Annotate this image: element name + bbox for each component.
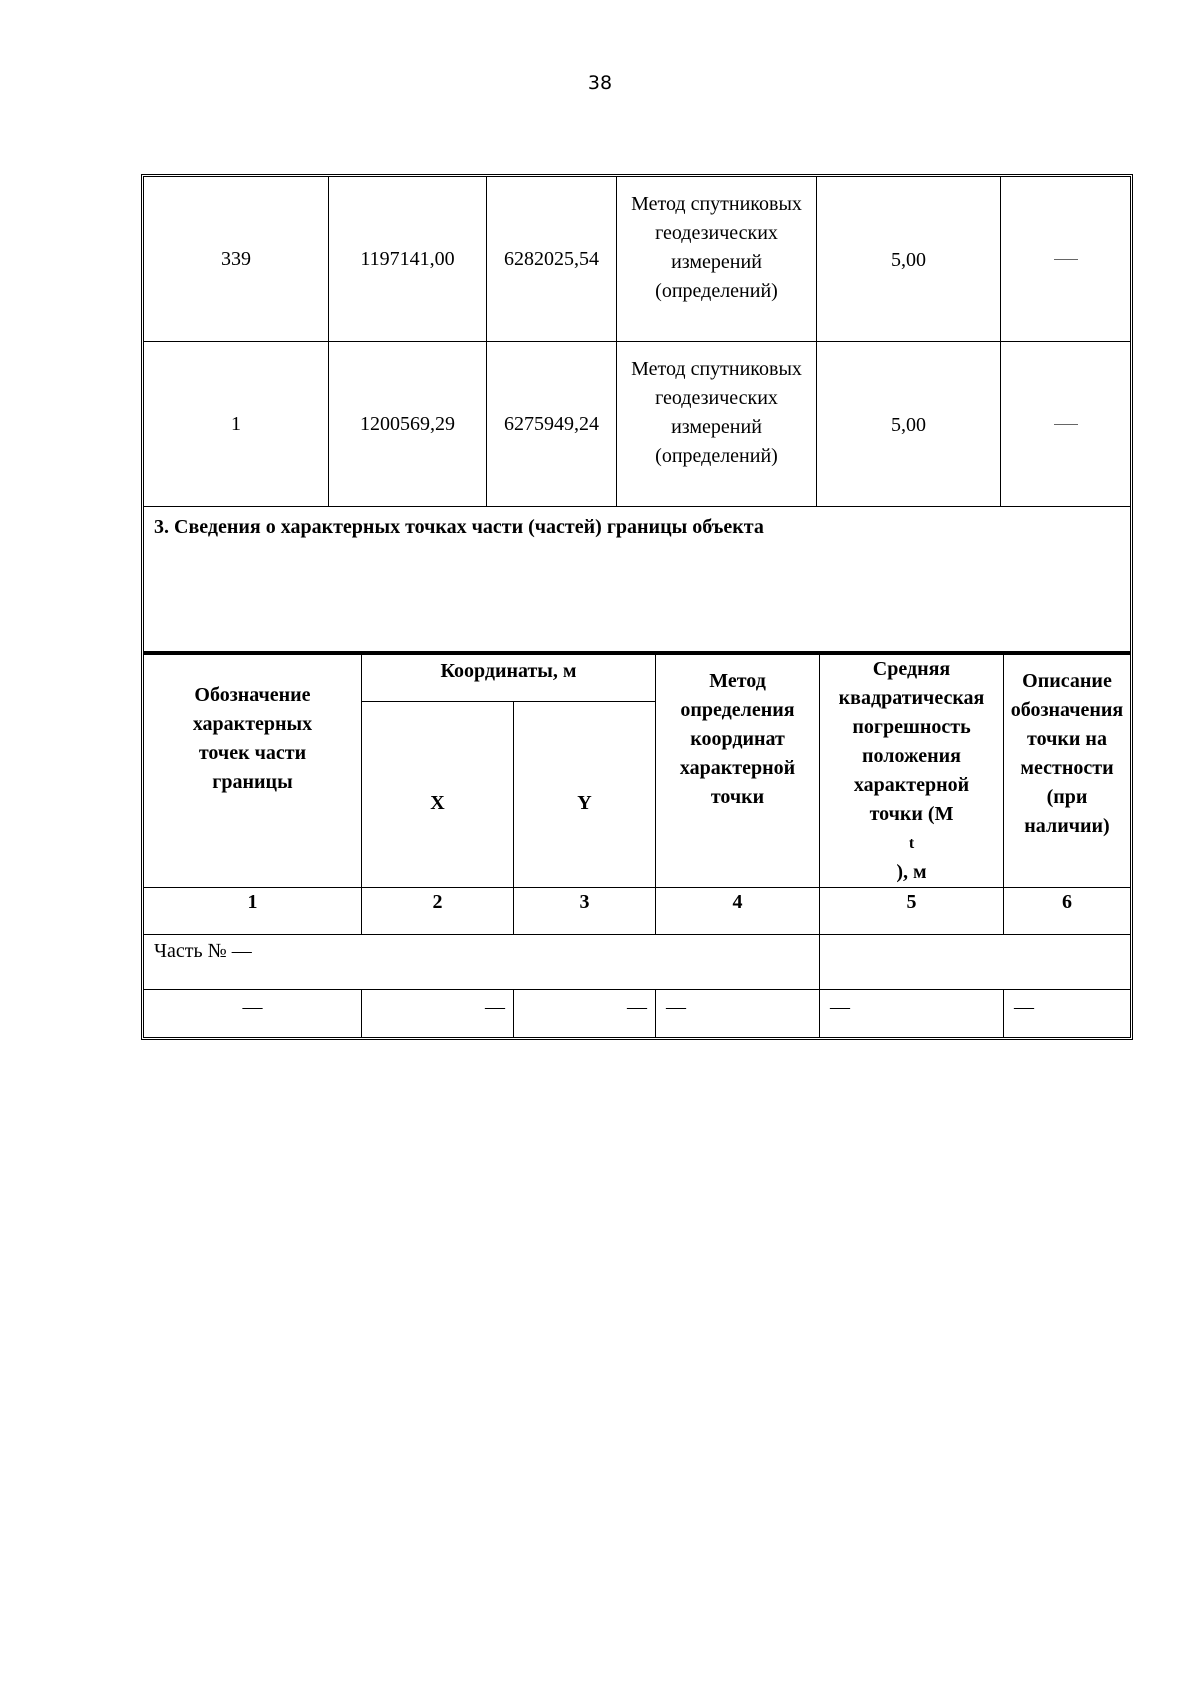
header-x: X [362,702,514,888]
error-cell: 5,00 [817,177,1001,342]
dash-cell: — [144,990,362,1038]
table-row [144,342,1131,507]
column-number: 1 [144,888,362,935]
point-cell: 339 [144,177,329,342]
header-coordinates: Координаты, м [362,655,656,702]
header-method: Метод определения координат характерной точки [656,655,820,888]
page-number: 38 [587,72,613,94]
y-cell: 6282025,54 [487,177,617,342]
document-table [141,174,1133,1040]
description-cell [1001,342,1131,507]
column-numbers-row [144,888,1131,935]
description-cell [1001,177,1131,342]
header-description: Описание обозначения точки на местности (при наличии) [1004,655,1131,888]
coordinates-table-top [143,176,1131,652]
column-number: 3 [514,888,656,935]
column-number: 4 [656,888,820,935]
x-cell: 1200569,29 [329,342,487,507]
method-cell: Метод спутниковых геодезических измерений (определений) [617,342,817,507]
table-row [144,990,1131,1038]
column-number: 6 [1004,888,1131,935]
part-empty-cell [820,935,1131,990]
x-cell: 1197141,00 [329,177,487,342]
dash-cell: — [362,990,514,1038]
dash-cell: — [514,990,656,1038]
column-number: 2 [362,888,514,935]
dash-cell: — [656,990,820,1038]
table-row [144,177,1131,342]
part-row [144,935,1131,990]
y-cell: 6275949,24 [487,342,617,507]
error-cell: 5,00 [817,342,1001,507]
dash-cell: — [820,990,1004,1038]
header-error: Средняя квадратическая погрешность положения характерной точки (M t ), м [820,655,1004,888]
dash-mark [1054,424,1078,425]
part-points-table [143,654,1131,1038]
header-y: Y [514,702,656,888]
part-label: Часть № — [144,935,820,990]
header-point: Обозначение характерных точек части границы [144,655,362,888]
section-title: 3. Сведения о характерных точках части (частей) границы объекта [144,507,1131,652]
dash-cell: — [1004,990,1131,1038]
method-cell: Метод спутниковых геодезических измерений (определений) [617,177,817,342]
point-cell: 1 [144,342,329,507]
dash-mark [1054,259,1078,260]
column-number: 5 [820,888,1004,935]
